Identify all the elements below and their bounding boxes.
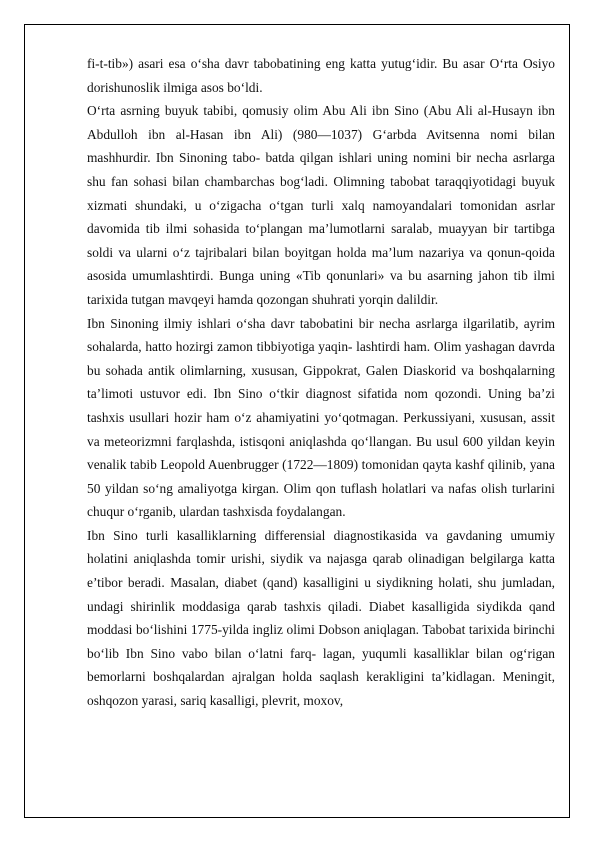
paragraph: fi-t-tib») asari esa o‘sha davr tabobatining eng katta yutug‘idir. Bu asar O‘rta Osiyo dorishunoslik ilmiga asos bo‘ldi. [87,56,555,95]
paragraph: Ibn Sinoning ilmiy ishlari o‘sha davr tabobatini bir necha asrlarga ilgarilatib, ayrim sohalarda, hatto hozirgi zamon tibbiyotiga yaqin- lashtirdi ham. Olim yashagan davrda bu sohada antik olimlarning, xususan, Gippokrat, Galen Diaskorid va boshqalarning ta’limoti ustuvor edi. Ibn Sino o‘tkir diagnost sifatida nom qozondi. Uning ba’zi tashxis usullari hozir ham o‘z ahamiyatini yo‘qotmagan. Perkussiyani, xususan, assit va meteorizmni farqlashda, istisqoni aniqlashda qo‘llangan. Bu usul 600 yildan keyin venalik tabib Leopold Auenbrugger (1722—1809) tomonidan qayta kashf qilinib, yana 50 yildan so‘ng amaliyotga kirgan. Olim qon tuflash holatlari va nafas olish turlarini chuqur o‘rganib, ulardan tashxisda foydalangan. [87,315,555,520]
paragraph: O‘rta asrning buyuk tabibi, qomusiy olim Abu Ali ibn Sino (Abu Ali al-Husayn ibn Abdulloh ibn al-Hasan ibn Ali) (980—1037) G‘arbda Avitsenna nomi bilan mashhurdir. Ibn Sinoning tabo- batda qilgan ishlari uning nomini bir necha asrlarga shu fan sohasi bilan chambarchas bog‘ladi. Olimning tabobat taraqqiyotidagi buyuk xizmati shundaki, u o‘zigacha o‘tgan turli xalq namoyandalari tomonidan asrlar davomida tib ilmi sohasida to‘plangan ma’lumotlarni saralab, muayyan bir tartibga soldi va ularni o‘z tajribalari bilan boyitgan holda ma’lum nazariya va qonun-qoida asosida umumlashtirdi. Bunga uning «Tib qonunlari» va bu asarning jahon tib ilmi tarixida tutgan mavqeyi hamda qozongan shuhrati yorqin dalildir. [87,103,555,307]
body-text [87,52,555,713]
paragraph: Ibn Sino turli kasalliklarning differensial diagnostikasida va gavdaning umumiy holatini aniqlashda tomir urishi, siydik va najasga qarab olinadigan belgilarga katta e’tibor beradi. Masalan, diabet (qand) kasalligini u siydikning holati, shu jumladan, undagi shirinlik moddasiga qarab tashxis qiladi. Diabet kasalligida siydikda qand moddasi bo‘lishini 1775-yilda ingliz olimi Dobson aniqlagan. Tabobat tarixida birinchi bo‘lib Ibn Sino vabo bilan o‘latni farq- lagan, yuqumli kasalliklar bilan og‘rigan bemorlarni boshqalardan ajralgan holda saqlash kerakligini ta’kidlagan. Meningit, oshqozon yarasi, sariq kasalligi, plevrit, moxov, [87,527,555,709]
